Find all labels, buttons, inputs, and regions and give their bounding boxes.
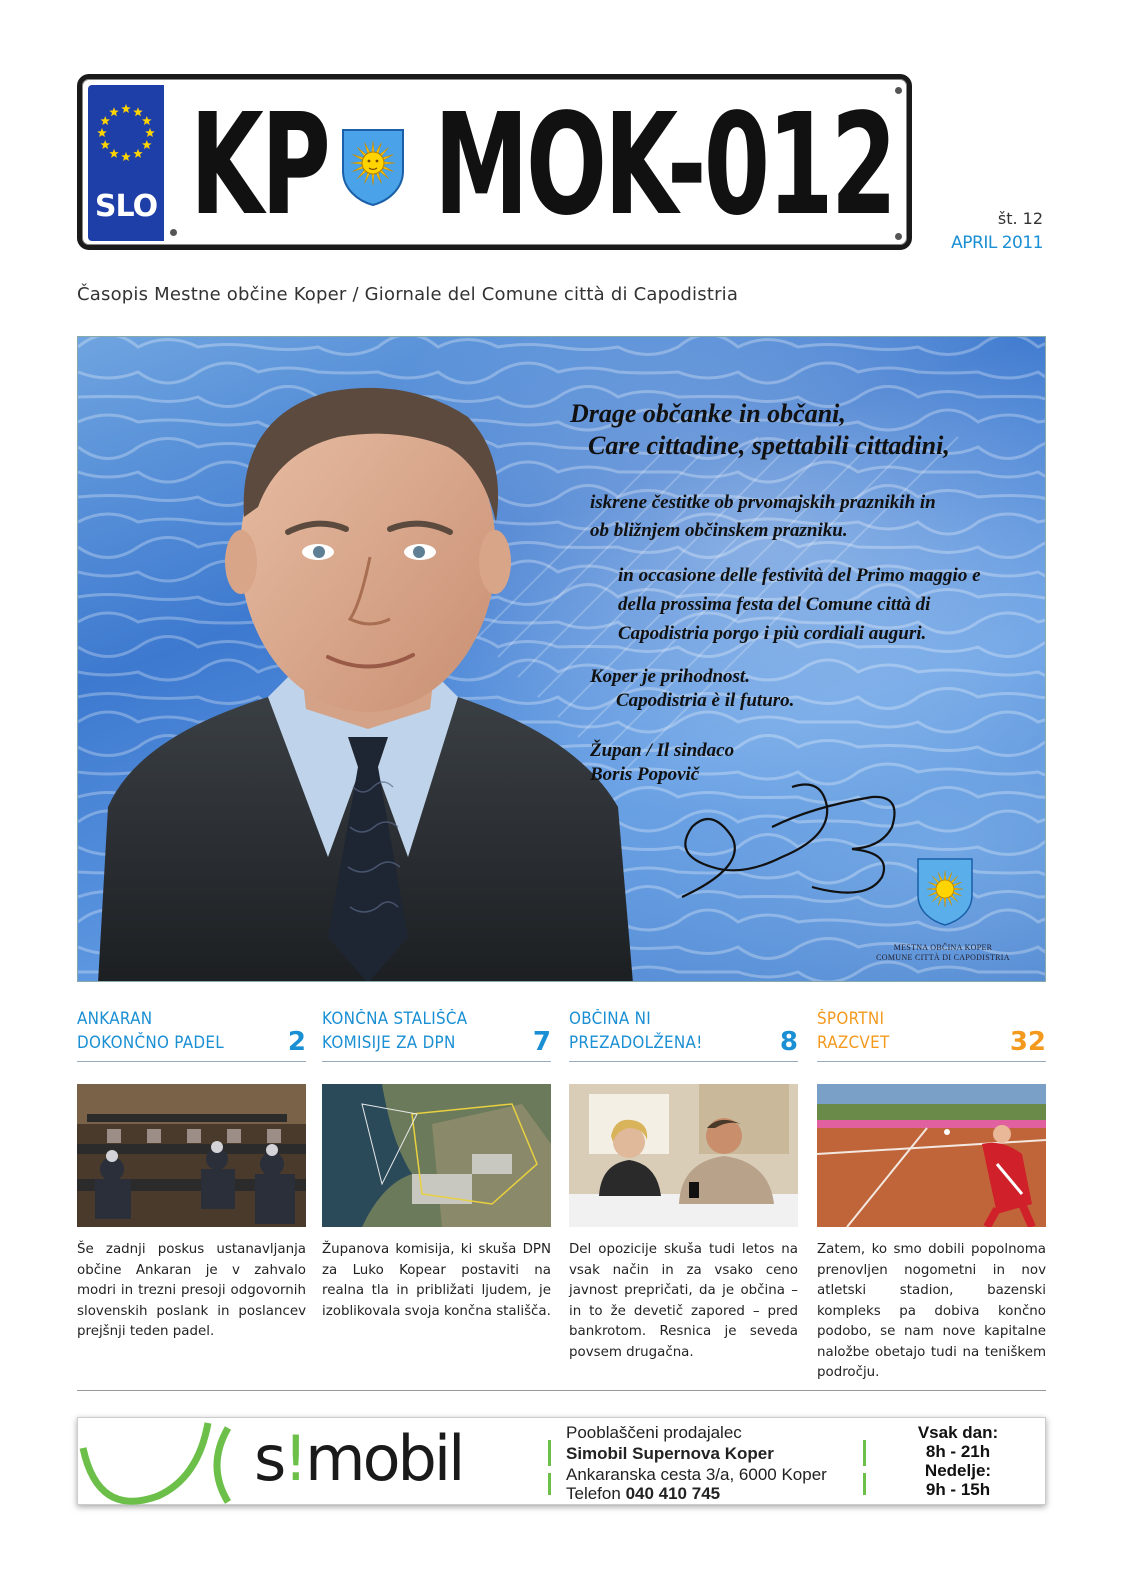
article-photo-parliament [77, 1084, 306, 1227]
article-header [77, 1004, 306, 1062]
ad-store-name: Simobil Supernova Koper [566, 1444, 774, 1463]
ad-divider [863, 1473, 866, 1495]
koper-sun-crest-icon [916, 857, 974, 927]
article-photo-press-conference [569, 1084, 798, 1227]
article-summary: Še zadnji poskus ustanavljanja občine Ankaran je v zahvalo modri in trezni presoji odgovornih slovenskih poslank in poslancev prejšnji teden padel. [77, 1242, 306, 1339]
section-divider [77, 1390, 1046, 1391]
article-page-number: 7 [532, 1027, 551, 1057]
ad-phone-label: Telefon [566, 1484, 621, 1503]
article-dpn[interactable] [322, 1004, 551, 1319]
motto-slovenian: Koper je prihodnost. [590, 666, 750, 687]
license-plate-masthead [77, 74, 912, 250]
wishes-italian-line: Capodistria porgo i più cordiali auguri. [618, 623, 927, 644]
org-name-italian: COMUNE CITTÀ DI CAPODISTRIA [876, 953, 1010, 962]
wishes-italian [618, 561, 1040, 648]
logo-bang: ! [283, 1422, 306, 1495]
signature-name: Boris Popovič [590, 764, 700, 785]
simobil-advertisement[interactable] [77, 1417, 1046, 1505]
article-title[interactable]: OBČINA NI PREZADOLŽENA! [569, 1009, 703, 1052]
article-summary: Zatem, ko smo dobili popolnoma prenovljen nogometni in nov atletski stadion, bazenski kompleks pa dobiva končno podobo, se nam nove kapitalne naložbe obetajo tudi na teniškem področju. [817, 1242, 1046, 1380]
article-page-number: 32 [1009, 1027, 1046, 1057]
article-sport[interactable] [817, 1004, 1046, 1380]
motto-italian: Capodistria è il futuro. [616, 690, 795, 711]
ad-divider [548, 1440, 551, 1466]
ad-address: Ankaranska cesta 3/a, 6000 Koper [566, 1465, 827, 1484]
article-summary: Županova komisija, ki skuša DPN za Luko Kopear postaviti na realna tla in približati ljudem, je izoblikovala svoja končna stališča. [322, 1242, 551, 1319]
simobil-logo [254, 1422, 462, 1496]
rivet [170, 229, 177, 236]
article-photo-aerial-map [322, 1084, 551, 1227]
simobil-swoosh-icon [78, 1418, 258, 1506]
eu-stars-icon [94, 101, 158, 165]
greeting-slovenian: Drage občanke in občani, [570, 399, 846, 428]
article-header [569, 1004, 798, 1062]
signature-role: Župan / Il sindaco [590, 740, 735, 761]
article-ankaran[interactable] [77, 1004, 306, 1339]
country-code: SLO [94, 189, 158, 224]
mayor-portrait [78, 337, 638, 982]
article-page-number: 8 [779, 1027, 798, 1057]
ad-phone [566, 1484, 720, 1504]
article-photo-tennis [817, 1084, 1046, 1227]
article-header [817, 1004, 1046, 1062]
issue-number: št. 12 [997, 209, 1043, 228]
article-title[interactable]: ANKARAN DOKONČNO PADEL [77, 1009, 224, 1052]
issue-date: APRIL 2011 [951, 233, 1043, 253]
plate-number: MOK-012 [434, 84, 895, 247]
hours-line: 9h - 15h [925, 1480, 991, 1499]
eu-band [88, 85, 164, 241]
rivet [895, 87, 902, 94]
hours-line: Nedelje: [924, 1461, 992, 1480]
greeting-letter [570, 399, 1040, 786]
greeting-italian: Care cittadine, spettabili cittadini, [588, 431, 950, 460]
hours-line: 8h - 21h [925, 1442, 991, 1461]
logo-prefix: s [254, 1422, 284, 1495]
article-title[interactable]: ŠPORTNI RAZCVET [817, 1009, 890, 1052]
koper-sun-crest-icon [340, 127, 406, 207]
handwritten-signature [652, 767, 912, 907]
wishes-italian-line: in occasione delle festività del Primo maggio e [618, 565, 981, 586]
logo-suffix: mobil [305, 1422, 463, 1495]
article-debt[interactable] [569, 1004, 798, 1360]
wishes-slovenian-line: ob bližnjem občinskem prazniku. [590, 520, 848, 541]
newspaper-subtitle: Časopis Mestne občine Koper / Giornale del Comune città di Capodistria [77, 284, 739, 305]
ad-divider [548, 1473, 551, 1495]
plate-region: KP [190, 84, 329, 247]
org-name-slovenian: MESTNA OBČINA KOPER [893, 943, 993, 952]
article-summary: Del opozicije skuša tudi letos na vsak način in za vsako ceno javnost prepričati, da je občina – in to že devetič zapored – pred bankrotom. Resnica je seveda povsem drugačna. [569, 1242, 798, 1360]
wishes-slovenian-line: iskrene čestitke ob prvomajskih praznikih in [590, 492, 936, 513]
hours-line: Vsak dan: [917, 1423, 999, 1442]
article-page-number: 2 [287, 1027, 306, 1057]
mayor-greeting-hero [77, 336, 1046, 982]
ad-phone-number[interactable]: 040 410 745 [625, 1484, 721, 1503]
opening-hours [878, 1423, 1038, 1499]
article-title[interactable]: KONČNA STALIŠČA KOMISIJE ZA DPN [322, 1009, 468, 1052]
ad-divider [863, 1440, 866, 1466]
ad-dealer-label: Pooblaščeni prodajalec [566, 1423, 742, 1442]
rivet [895, 233, 902, 240]
wishes-slovenian [590, 489, 1040, 545]
article-header [322, 1004, 551, 1062]
wishes-italian-line: della prossima festa del Comune città di [618, 594, 931, 615]
